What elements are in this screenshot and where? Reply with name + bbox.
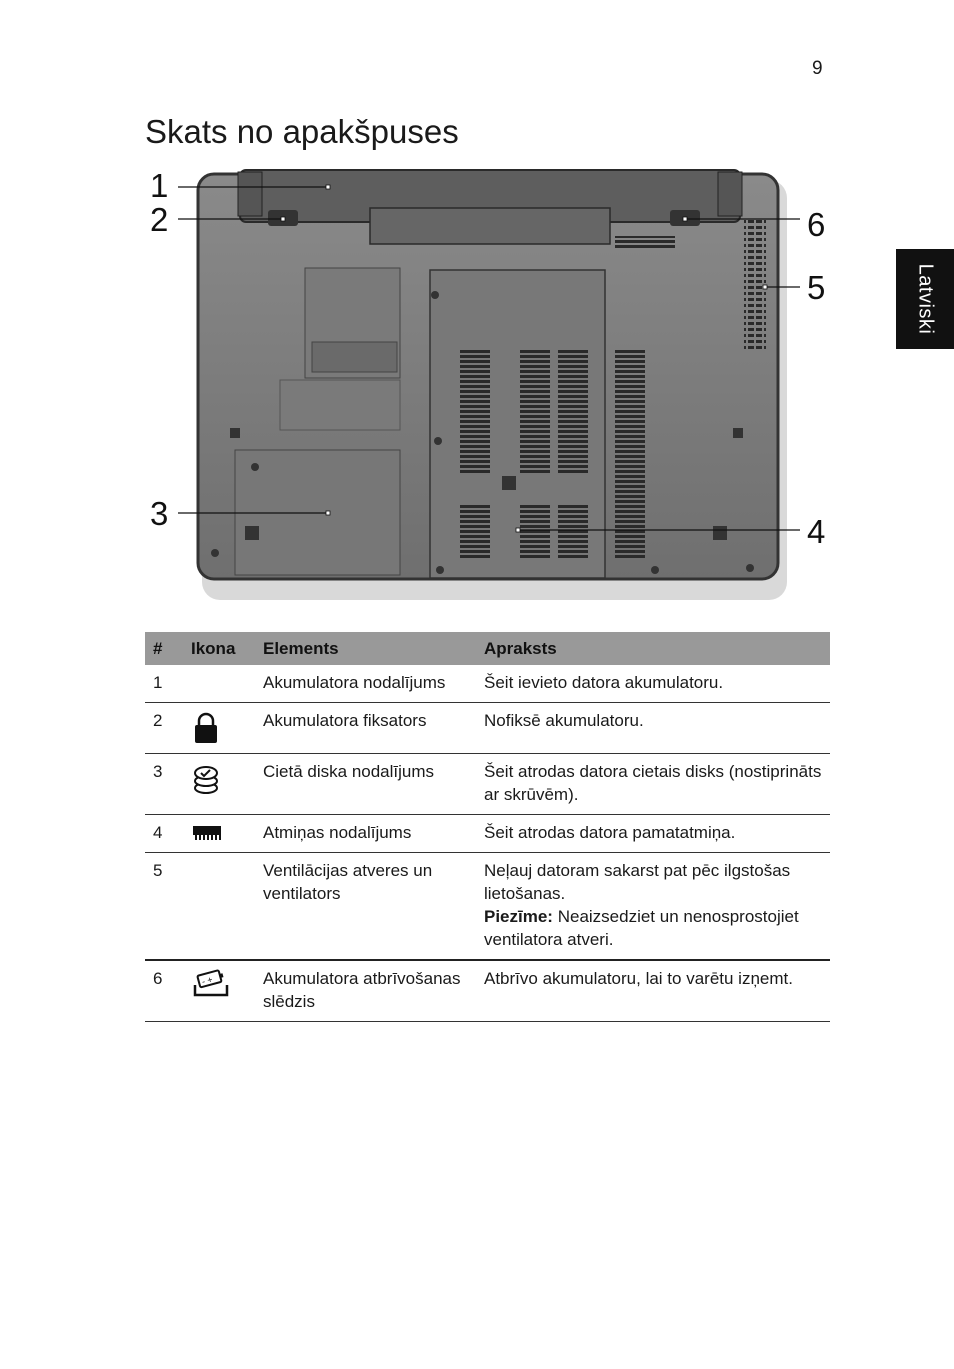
components-table	[145, 632, 830, 1022]
row-element: Akumulatora atbrīvošanas slēdzis	[255, 960, 476, 1022]
header-description: Apraksts	[476, 632, 830, 665]
callout-4: 4	[807, 513, 826, 550]
callout-5: 5	[807, 269, 826, 306]
row-description: Šeit atrodas datora cietais disks (nostiprināts ar skrūvēm).	[476, 754, 830, 815]
row-description: Neļauj datoram sakarst pat pēc ilgstošas lietošanas.	[484, 861, 791, 903]
lock-icon	[191, 711, 221, 745]
table-row	[145, 703, 830, 754]
row-description: Atbrīvo akumulatoru, lai to varētu izņemt.	[476, 960, 830, 1022]
row-number: 1	[145, 665, 183, 703]
row-number: 5	[145, 853, 183, 961]
header-element: Elements	[255, 632, 476, 665]
page-title: Skats no apakšpuses	[145, 113, 459, 150]
row-element: Ventilācijas atveres un ventilators	[255, 853, 476, 961]
row-icon	[183, 853, 255, 961]
callout-1: 1	[150, 167, 169, 204]
table-row	[145, 665, 830, 703]
row-description-cell	[476, 853, 830, 961]
row-icon	[183, 703, 255, 754]
header-number: #	[145, 632, 183, 665]
table-row	[145, 853, 830, 961]
row-number: 6	[145, 960, 183, 1022]
row-description: Nofiksē akumulatoru.	[476, 703, 830, 754]
row-description: Šeit atrodas datora pamatatmiņa.	[476, 815, 830, 853]
callout-6: 6	[807, 206, 826, 243]
note-text: Neaizsedziet un nenosprostojiet ventilatora atveri.	[484, 907, 799, 949]
language-tab	[896, 249, 954, 349]
svg-text:- +: - +	[200, 974, 214, 987]
table-row	[145, 960, 830, 1022]
hard-disk-icon	[191, 762, 221, 796]
row-number: 4	[145, 815, 183, 853]
row-icon	[183, 754, 255, 815]
table-row	[145, 754, 830, 815]
row-number: 3	[145, 754, 183, 815]
row-icon	[183, 665, 255, 703]
laptop-bottom-illustration	[140, 160, 840, 605]
table-row	[145, 815, 830, 853]
row-element: Cietā diska nodalījums	[255, 754, 476, 815]
laptop-bottom-figure	[140, 160, 840, 605]
callout-2: 2	[150, 201, 169, 238]
table-header-row	[145, 632, 830, 665]
battery-release-icon	[191, 969, 231, 999]
row-element: Akumulatora nodalījums	[255, 665, 476, 703]
note-label: Piezīme:	[484, 907, 553, 926]
row-description: Šeit ievieto datora akumulatoru.	[476, 665, 830, 703]
row-icon	[183, 960, 255, 1022]
header-icon: Ikona	[183, 632, 255, 665]
language-tab-label: Latviski	[914, 263, 937, 335]
row-element: Akumulatora fiksators	[255, 703, 476, 754]
memory-icon	[191, 823, 223, 843]
row-element: Atmiņas nodalījums	[255, 815, 476, 853]
page-number: 9	[812, 58, 823, 79]
row-icon	[183, 815, 255, 853]
callout-3: 3	[150, 495, 169, 532]
row-number: 2	[145, 703, 183, 754]
